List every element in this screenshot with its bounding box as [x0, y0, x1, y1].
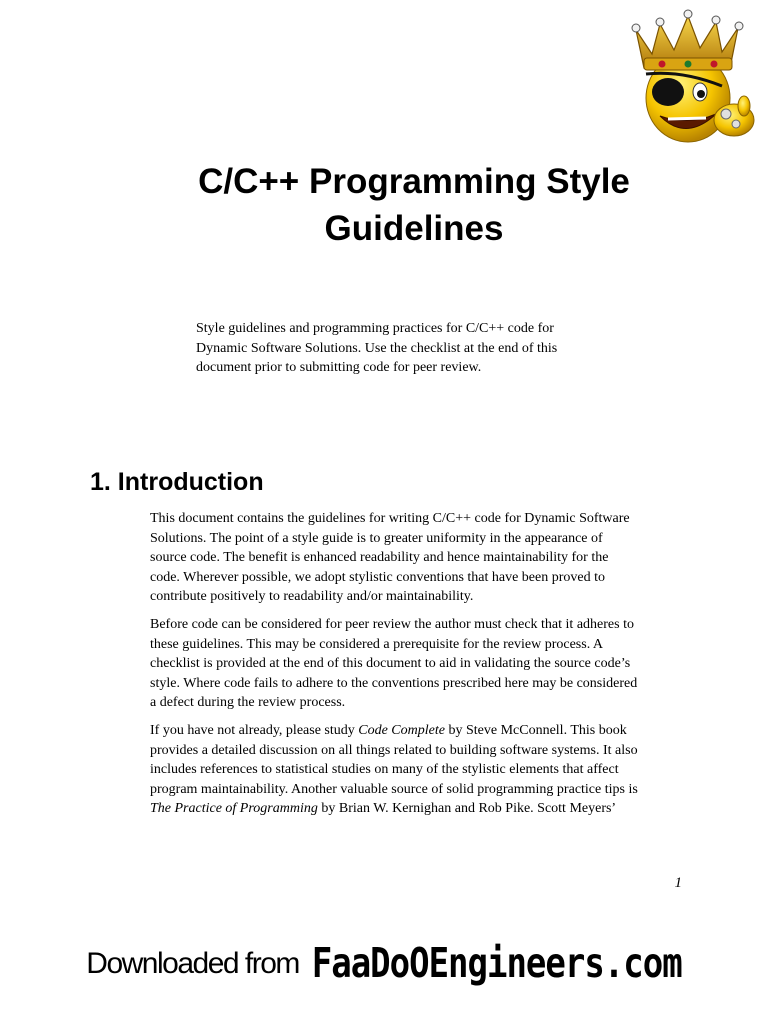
- paragraph-2: [150, 615, 690, 713]
- book-title-practice-of-programming: The Practice of Programming: [150, 801, 318, 817]
- text-line: [150, 799, 690, 819]
- introduction-body: [150, 509, 690, 827]
- text-line: Solutions. The point of a style guide is to greater uniformity in the appearance of: [150, 530, 603, 546]
- text-line: source code. The benefit is enhanced readability and hence maintainability for the: [150, 550, 609, 566]
- text-line: contribute positively to readability and/or maintainability.: [150, 589, 474, 605]
- text-line: a defect during the review process.: [150, 695, 346, 711]
- text-line: [150, 721, 690, 741]
- text-line: these guidelines. This may be considered a prerequisite for the review process. A: [150, 636, 604, 652]
- text-fragment: by Steve McConnell. This book: [444, 722, 627, 738]
- text-line: includes references to statistical studies on many of the stylistic elements that affect: [150, 762, 619, 778]
- page-number: 1: [674, 875, 682, 891]
- abstract-line: Style guidelines and programming practices for C/C++ code for: [196, 321, 554, 336]
- watermark-site-link[interactable]: FaaDoOEngineers.com: [311, 940, 682, 988]
- title-line-2: Guidelines: [324, 209, 504, 248]
- text-fragment: by Brian W. Kernighan and Rob Pike. Scott Meyers’: [317, 801, 617, 817]
- abstract-line: document prior to submitting code for peer review.: [196, 360, 482, 376]
- watermark-prefix: Downloaded from: [86, 947, 306, 980]
- text-line: checklist is provided at the end of this document to aid in validating the source code’s: [150, 656, 631, 672]
- title-line-1: C/C++ Programming Style: [198, 162, 630, 201]
- crowned-smiley-mascot-image: [622, 2, 768, 154]
- text-line: code. Wherever possible, we adopt stylistic conventions that have been proved to: [150, 569, 605, 585]
- text-line: This document contains the guidelines for writing C/C++ code for Dynamic Software: [150, 511, 630, 526]
- text-fragment: If you have not already, please study: [150, 722, 359, 738]
- book-title-code-complete: Code Complete: [358, 722, 445, 738]
- paragraph-1: [150, 509, 690, 607]
- paragraph-3: [150, 721, 690, 819]
- download-watermark: [0, 940, 768, 1000]
- text-line: program maintainability. Another valuable source of solid programming practice tips is: [150, 781, 638, 797]
- text-line: style. Where code fails to adhere to the conventions prescribed here may be considered: [150, 675, 638, 691]
- abstract-line: Dynamic Software Solutions. Use the checklist at the end of this: [196, 340, 558, 356]
- document-title: [100, 158, 728, 252]
- abstract: [196, 319, 616, 378]
- text-line: Before code can be considered for peer review the author must check that it adheres to: [150, 616, 634, 632]
- text-line: provides a detailed discussion on all things related to building software systems. It also: [150, 742, 638, 758]
- section-heading-introduction: 1. Introduction: [90, 468, 264, 496]
